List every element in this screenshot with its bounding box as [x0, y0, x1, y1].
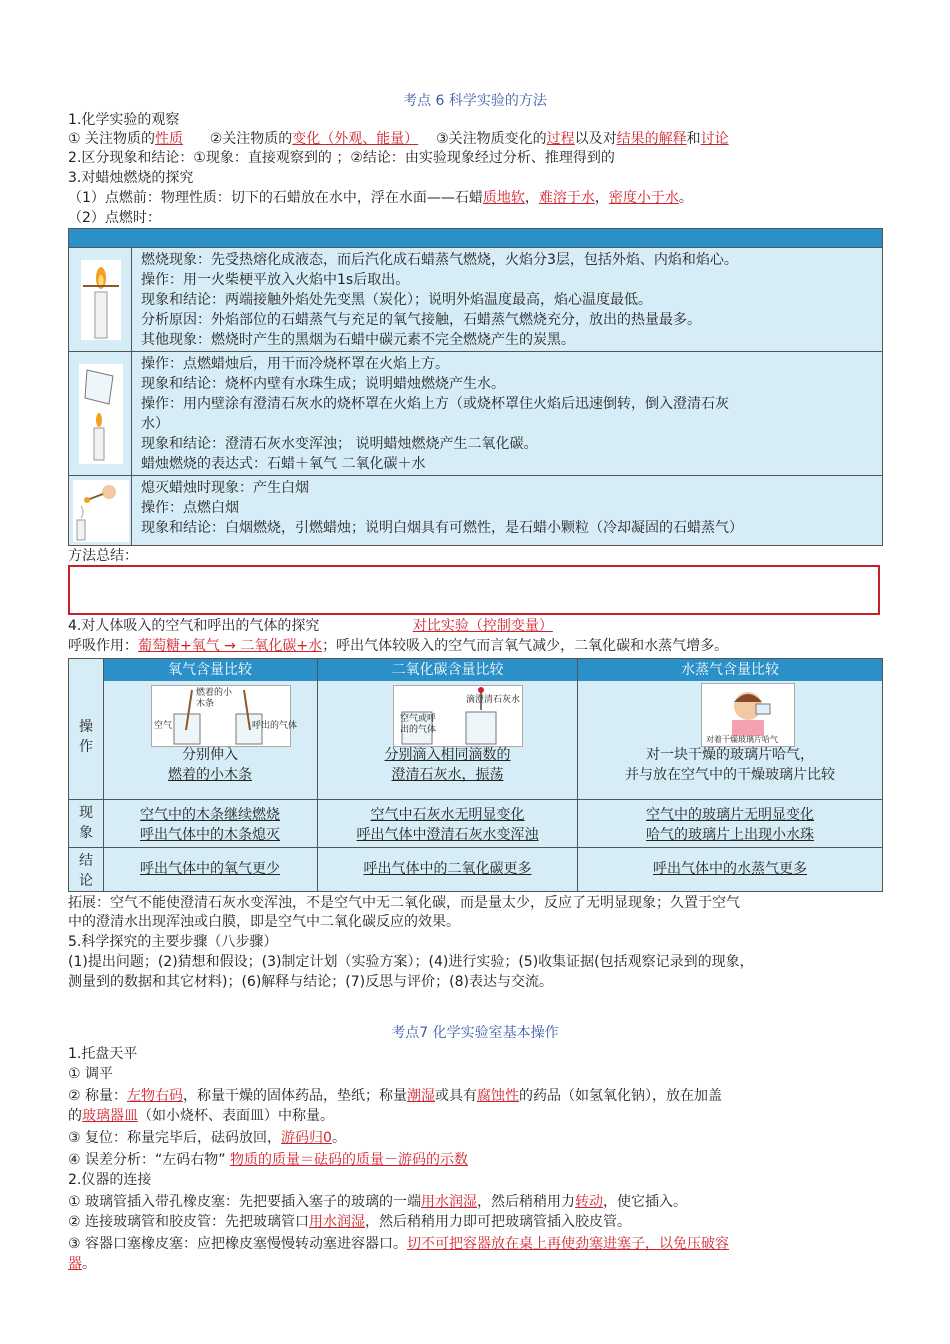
table-row — [69, 475, 882, 546]
header-co2: 二氧化碳含量比较 — [318, 659, 577, 681]
op-oxygen-2: 燃着的小木条 — [168, 767, 252, 783]
table-line: 操作：点燃白烟 — [141, 500, 239, 516]
method-label: 方法总结： — [68, 548, 138, 564]
op-water-2: 并与放在空气中的干燥玻璃片比较 — [625, 767, 835, 783]
connection-step-2: ② 连接玻璃管和胶皮管：先把玻璃管口用水润湿，然后稍稍用力即可把玻璃管插入胶皮管。 — [68, 1214, 631, 1230]
table-line: 其他现象：燃烧时产生的黑烟为石蜡中碳元素不完全燃烧产生的炭黑。 — [141, 332, 575, 348]
table-line: 操作：点燃蜡烛后，用干而冷烧杯罩在火焰上方。 — [141, 356, 449, 372]
header-water: 水蒸气含量比较 — [578, 659, 882, 681]
balance-heading: 1.托盘天平 — [68, 1046, 138, 1062]
extension-line-1: 拓展：空气不能使澄清石灰水变浑浊，不是空气中无二氧化碳，而是量太少，反应了无明显现象；久置于空气 — [68, 895, 740, 911]
table-line: 现象和结论：两端接触外焰处先变黑（炭化）；说明外焰温度最高，焰心温度最低。 — [141, 292, 652, 308]
s5-steps-2: 测量到的数据和其它材料)；(6)解释与结论；(7)反思与评价；(8)表达与交流。 — [68, 974, 553, 990]
phen-water-2: 哈气的玻璃片上出现小水珠 — [646, 827, 814, 843]
row-label-op: 操 作 — [79, 719, 93, 755]
extinguished-candle-image — [73, 480, 129, 542]
table-line: 燃烧现象：先受热熔化成液态，而后汽化成石蜡蒸气燃烧，火焰分3层，包括外焰、内焰和焰心。 — [141, 252, 738, 268]
op-water-1: 对一块干燥的玻璃片哈气， — [646, 747, 814, 763]
oxygen-experiment-image: 燃着的小木条 空气 呼出的气体 — [151, 685, 291, 747]
table-line: 分析原因：外焰部位的石蜡蒸气与充足的氧气接触，石蜡蒸气燃烧充分，放出的热量最多。 — [141, 312, 701, 328]
phen-oxygen-2: 呼出气体中的木条熄灭 — [140, 827, 280, 843]
table-line: 蜡烛燃烧的表达式：石蜡＋氧气 二氧化碳＋水 — [141, 456, 426, 472]
s3-1: （1）点燃前：物理性质：切下的石蜡放在水中，浮在水面——石蜡质地软，难溶于水，密度小于水。 — [68, 190, 693, 206]
balance-step-2: ② 称量：左物右码，称量干燥的固体药品，垫纸；称量潮湿或具有腐蚀性的药品（如氢氧化钠），放在加盖 — [68, 1088, 723, 1104]
s3-heading: 3.对蜡烛燃烧的探究 — [68, 170, 194, 186]
balance-step-4: ④ 误差分析：“左码右物” 物质的质量＝砝码的质量－游码的示数 — [68, 1152, 468, 1168]
candle-table — [68, 228, 883, 546]
connection-heading: 2.仪器的连接 — [68, 1172, 152, 1188]
s5-heading: 5.科学探究的主要步骤（八步骤） — [68, 934, 278, 950]
table-line: 水） — [141, 416, 169, 432]
balance-step-3: ③ 复位：称量完毕后，砝码放回，游码归0。 — [68, 1130, 346, 1146]
concl-oxygen: 呼出气体中的氧气更少 — [140, 861, 280, 877]
concl-co2: 呼出气体中的二氧化碳更多 — [363, 861, 532, 877]
balance-step-1: ① 调平 — [68, 1066, 114, 1082]
s2-line: 2.区分现象和结论：①现象：直接观察到的 ；②结论：由实验现象经过分析、推理得到的 — [68, 150, 615, 166]
section-title-7: 考点7 化学实验室基本操作 — [391, 1025, 559, 1041]
table-line: 现象和结论：澄清石灰水变浑浊； 说明蜡烛燃烧产生二氧化碳。 — [141, 436, 538, 452]
method-summary-box — [68, 565, 880, 615]
concl-water: 呼出气体中的水蒸气更多 — [653, 861, 807, 877]
section-title-6: 考点 6 科学实验的方法 — [403, 93, 547, 109]
header-oxygen: 氧气含量比较 — [103, 659, 317, 681]
op-co2-2: 澄清石灰水，振荡 — [391, 767, 504, 783]
op-co2-1: 分别滴入相同滴数的 — [384, 747, 511, 763]
table-row — [69, 247, 882, 352]
candle-flame-image — [81, 260, 121, 340]
table-line: 现象和结论：烧杯内壁有水珠生成；说明蜡烛燃烧产生水。 — [141, 376, 505, 392]
extension-line-2: 中的澄清水出现浑浊或白膜，即是空气中二氧化碳反应的效果。 — [68, 914, 460, 930]
connection-step-3b: 器。 — [68, 1256, 96, 1272]
table-line: 操作：用一火柴梗平放入火焰中1s后取出。 — [141, 272, 410, 288]
connection-step-1: ① 玻璃管插入带孔橡皮塞：先把要插入塞子的玻璃的一端用水润湿，然后稍稍用力转动，使它插入。 — [68, 1194, 687, 1210]
table-line: 熄灭蜡烛时现象：产生白烟 — [141, 480, 309, 496]
breath-comparison-table — [68, 658, 883, 892]
s5-steps-1: (1)提出问题；(2)猜想和假设；(3)制定计划（实验方案）；(4)进行实验；(5)收集证据(包括观察记录到的现象， — [68, 954, 754, 970]
row-label-phen: 现 象 — [79, 805, 93, 841]
phen-co2-1: 空气中石灰水无明显变化 — [370, 807, 525, 823]
table-line: 现象和结论：白烟燃烧，引燃蜡烛；说明白烟具有可燃性，是石蜡小颗粒（冷却凝固的石蜡蒸气） — [141, 520, 743, 536]
s1-line: ① 关注物质的性质 ②关注物质的变化（外观、能量） ③关注物质变化的过程以及对结果的解释和讨论 — [68, 131, 729, 147]
s1-heading: 1.化学实验的观察 — [68, 112, 180, 128]
s4-heading: 4.对人体吸入的空气和呼出的气体的探究 对比实验（控制变量） — [68, 618, 553, 634]
water-vapor-experiment-image: 对着干燥玻璃片哈气 — [701, 683, 795, 747]
co2-experiment-image: 滴澄清石灰水 空气或呼出的气体 — [393, 685, 523, 747]
s3-2: （2）点燃时： — [68, 210, 161, 226]
balance-step-2b: 的玻璃器皿（如小烧杯、表面皿）中称量。 — [68, 1108, 334, 1124]
op-oxygen-1: 分别伸入 — [182, 747, 238, 763]
phen-oxygen-1: 空气中的木条继续燃烧 — [140, 807, 280, 823]
table-header-bar — [69, 229, 882, 247]
beaker-over-candle-image — [79, 364, 123, 464]
table-line: 操作：用内壁涂有澄清石灰水的烧杯罩在火焰上方（或烧杯罩住火焰后迅速倒转，倒入澄清石灰 — [141, 396, 729, 412]
row-label-concl: 结 论 — [79, 853, 93, 889]
phen-water-1: 空气中的玻璃片无明显变化 — [646, 807, 814, 823]
connection-step-3: ③ 容器口塞橡皮塞：应把橡皮塞慢慢转动塞进容器口。切不可把容器放在桌上再使劲塞进塞子，以免压破容 — [68, 1236, 729, 1252]
respiration-line: 呼吸作用：葡萄糖+氧气 → 二氧化碳+水；呼出气体较吸入的空气而言氧气减少，二氧化碳和水蒸气增多。 — [68, 638, 729, 654]
table-row — [69, 351, 882, 476]
phen-co2-2: 呼出气体中澄清石灰水变浑浊 — [356, 827, 539, 843]
